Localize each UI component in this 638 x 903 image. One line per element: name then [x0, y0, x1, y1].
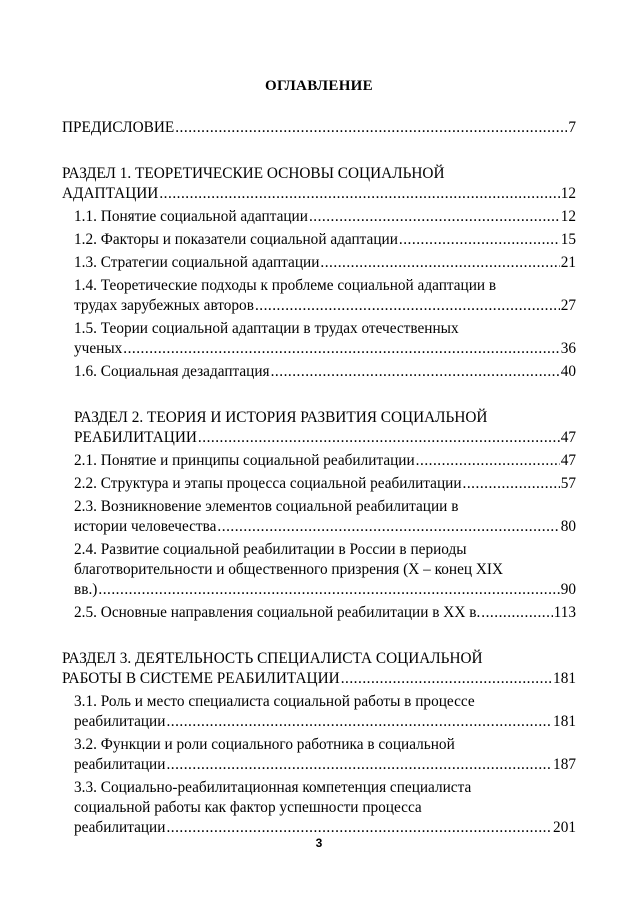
toc-entry-label: реабилитации — [74, 819, 166, 836]
toc-entry-1-2[interactable] — [74, 230, 576, 250]
leader-dots — [309, 207, 560, 227]
toc-entry-2-4[interactable] — [74, 580, 576, 600]
toc-entry-page: 47 — [560, 452, 576, 469]
toc-entry-label: ПРЕДИСЛОВИЕ — [62, 119, 175, 136]
toc-entry-1-3[interactable] — [74, 253, 576, 273]
toc-entry-label: трудах зарубежных авторов — [74, 297, 254, 314]
toc-entry-label: вв.) — [74, 581, 98, 598]
section-2-heading-line1[interactable]: РАЗДЕЛ 2. ТЕОРИЯ И ИСТОРИЯ РАЗВИТИЯ СОЦИАЛЬНОЙ — [74, 409, 488, 426]
toc-entry-2-3[interactable] — [74, 517, 576, 537]
toc-title: ОГЛАВЛЕНИЕ — [265, 78, 373, 94]
toc-entry-page: 113 — [553, 604, 576, 621]
toc-entry-1-1[interactable] — [74, 207, 576, 227]
toc-entry-label: 1.1. Понятие социальной адаптации — [74, 208, 308, 225]
page-number: 3 — [315, 836, 323, 850]
toc-entry-1-4[interactable] — [74, 296, 576, 316]
leader-dots — [198, 428, 560, 448]
leader-dots — [217, 517, 559, 537]
toc-entry-label: 1.2. Факторы и показатели социальной адаптации — [74, 231, 398, 248]
toc-entry-page: 7 — [568, 119, 576, 136]
toc-entry-preface[interactable] — [62, 118, 576, 138]
toc-entry-3-3-line2[interactable]: социальной работы как фактор успешности процесса — [74, 799, 422, 816]
toc-entry-2-1[interactable] — [74, 451, 576, 471]
toc-entry-page: 181 — [553, 670, 576, 687]
toc-entry-page: 36 — [560, 340, 576, 357]
leader-dots — [399, 230, 560, 250]
leader-dots — [255, 296, 560, 316]
toc-entry-label: реабилитации — [74, 713, 166, 730]
toc-entry-3-3-line1[interactable]: 3.3. Социально-реабилитационная компетенция специалиста — [74, 779, 472, 796]
leader-dots — [98, 580, 559, 600]
leader-dots — [271, 362, 560, 382]
toc-entry-page: 80 — [560, 518, 576, 535]
toc-entry-2-5[interactable] — [74, 603, 576, 623]
section-3-heading-line1[interactable]: РАЗДЕЛ 3. ДЕЯТЕЛЬНОСТЬ СПЕЦИАЛИСТА СОЦИАЛЬНОЙ — [62, 650, 483, 667]
toc-entry-label: АДАПТАЦИИ — [62, 185, 159, 202]
toc-entry-label: 1.3. Стратегии социальной адаптации — [74, 254, 320, 271]
toc-entry-2-3-line1[interactable]: 2.3. Возникновение элементов социальной реабилитации в — [74, 498, 459, 515]
section-3-heading[interactable] — [62, 669, 576, 689]
section-2-heading[interactable] — [74, 428, 576, 448]
leader-dots — [159, 184, 559, 204]
toc-entry-3-2[interactable] — [74, 755, 576, 775]
toc-entry-label: ученых — [74, 340, 123, 357]
toc-entry-label: 2.1. Понятие и принципы социальной реабилитации — [74, 452, 415, 469]
toc-entry-1-4-line1[interactable]: 1.4. Теоретические подходы к проблеме социальной адаптации в — [74, 277, 497, 294]
leader-dots — [463, 474, 560, 494]
section-1-heading[interactable] — [62, 184, 576, 204]
section-1-heading-line1[interactable]: РАЗДЕЛ 1. ТЕОРЕТИЧЕСКИЕ ОСНОВЫ СОЦИАЛЬНОЙ — [62, 165, 445, 182]
toc-entry-page: 21 — [560, 254, 576, 271]
toc-entry-page: 40 — [560, 363, 576, 380]
toc-entry-page: 181 — [553, 713, 576, 730]
toc-entry-page: 90 — [560, 581, 576, 598]
toc-entry-page: 201 — [553, 819, 576, 836]
toc-entry-1-5[interactable] — [74, 339, 576, 359]
leader-dots — [166, 712, 552, 732]
toc-entry-label: РЕАБИЛИТАЦИИ — [74, 429, 197, 446]
toc-entry-page: 15 — [560, 231, 576, 248]
toc-entry-2-4-line1[interactable]: 2.4. Развитие социальной реабилитации в России в периоды — [74, 541, 467, 558]
toc-entry-label: 1.6. Социальная дезадаптация — [74, 363, 270, 380]
leader-dots — [175, 118, 567, 138]
toc-entry-2-2[interactable] — [74, 474, 576, 494]
toc-entry-page: 27 — [560, 297, 576, 314]
toc-entry-2-4-line2[interactable]: благотворительности и общественного призрения (X – конец XIX — [74, 561, 504, 578]
leader-dots — [481, 603, 552, 623]
toc-entry-page: 57 — [560, 475, 576, 492]
toc-entry-page: 12 — [560, 185, 576, 202]
toc-entry-page: 12 — [560, 208, 576, 225]
toc-entry-3-3[interactable] — [74, 818, 576, 838]
leader-dots — [123, 339, 559, 359]
leader-dots — [166, 818, 552, 838]
leader-dots — [341, 669, 552, 689]
leader-dots — [320, 253, 559, 273]
toc-entry-1-6[interactable] — [74, 362, 576, 382]
toc-entry-label: 2.2. Структура и этапы процесса социальной реабилитации — [74, 475, 462, 492]
toc-entry-1-5-line1[interactable]: 1.5. Теории социальной адаптации в трудах отечественных — [74, 320, 459, 337]
toc-entry-label: истории человечества — [74, 518, 217, 535]
toc-entry-label: реабилитации — [74, 756, 166, 773]
leader-dots — [166, 755, 552, 775]
toc-entry-label: 2.5. Основные направления социальной реабилитации в XX в. — [74, 604, 481, 621]
toc-entry-page: 187 — [553, 756, 576, 773]
toc-entry-3-1[interactable] — [74, 712, 576, 732]
toc-entry-3-1-line1[interactable]: 3.1. Роль и место специалиста социальной работы в процессе — [74, 693, 475, 710]
leader-dots — [416, 451, 560, 471]
toc-entry-3-2-line1[interactable]: 3.2. Функции и роли социального работника в социальной — [74, 736, 455, 753]
toc-entry-page: 47 — [560, 429, 576, 446]
toc-entry-label: РАБОТЫ В СИСТЕМЕ РЕАБИЛИТАЦИИ — [62, 670, 340, 687]
